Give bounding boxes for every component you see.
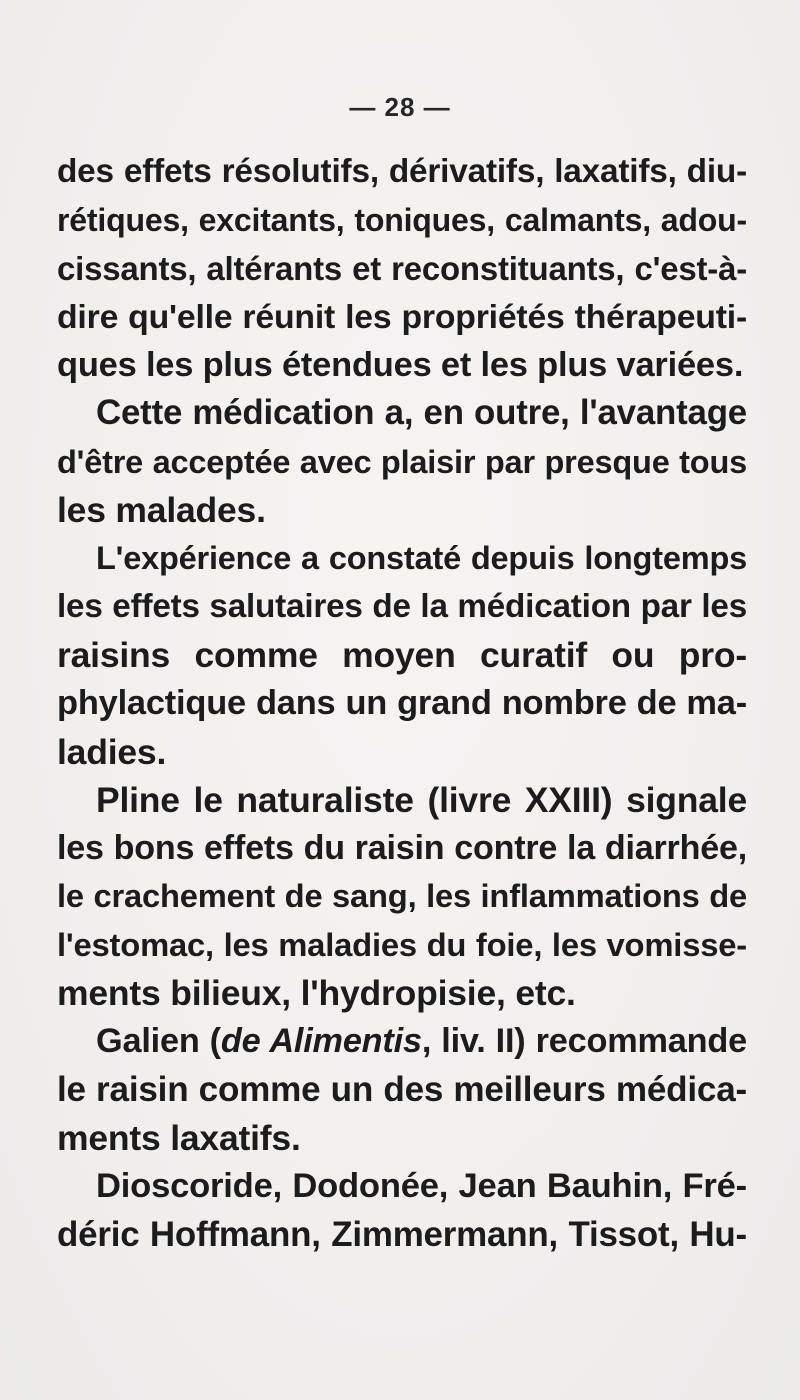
- text-line: le raisin comme un des meilleurs médica-: [57, 1069, 747, 1109]
- text-segment: Galien (: [96, 1022, 221, 1061]
- body-text: [57, 148, 747, 1259]
- text-line: dire qu'elle réunit les propriétés thérapeuti-: [57, 297, 747, 336]
- text-line: ques les plus étendues et les plus variées.: [57, 346, 744, 385]
- text-line: les malades.: [57, 490, 266, 531]
- text-line: les effets salutaires de la médication par les: [57, 587, 747, 625]
- text-segment: , liv. II) recommande: [421, 1022, 747, 1061]
- text-line: ments laxatifs.: [57, 1117, 301, 1158]
- book-title: de Alimentis: [220, 1022, 422, 1061]
- text-line: ments bilieux, l'hydropisie, etc.: [57, 973, 576, 1014]
- text-line: déric Hoffmann, Zimmermann, Tissot, Hu-: [57, 1214, 747, 1254]
- text-line: d'être acceptée avec plaisir par presque tous: [57, 443, 747, 480]
- text-line: des effets résolutifs, dérivatifs, laxatifs, diu-: [57, 153, 747, 190]
- text-line: Pline le naturaliste (livre XXIII) signale: [96, 779, 747, 820]
- text-line: phylactique dans un grand nombre de ma-: [57, 684, 747, 723]
- text-line: le crachement de sang, les inflammations de: [57, 877, 747, 915]
- text-line: les bons effets du raisin contre la diarrhée,: [57, 829, 747, 868]
- text-line: Dioscoride, Dodonée, Jean Bauhin, Fré-: [96, 1167, 747, 1206]
- text-line: Cette médication a, en outre, l'avantage: [96, 393, 747, 433]
- page-number: — 28 —: [349, 92, 451, 122]
- text-line: ladies.: [57, 731, 167, 772]
- text-line: cissants, altérants et reconstituants, c'est-à-: [57, 249, 747, 287]
- text-line: rétiques, excitants, toniques, calmants, adou-: [57, 202, 747, 239]
- text-line: l'estomac, les maladies du foie, les vomisse-: [57, 925, 747, 963]
- text-line: L'expérience a constaté depuis longtemps: [96, 540, 747, 577]
- text-line: [57, 1017, 747, 1065]
- text-line: raisins comme moyen curatif ou pro-: [57, 634, 747, 675]
